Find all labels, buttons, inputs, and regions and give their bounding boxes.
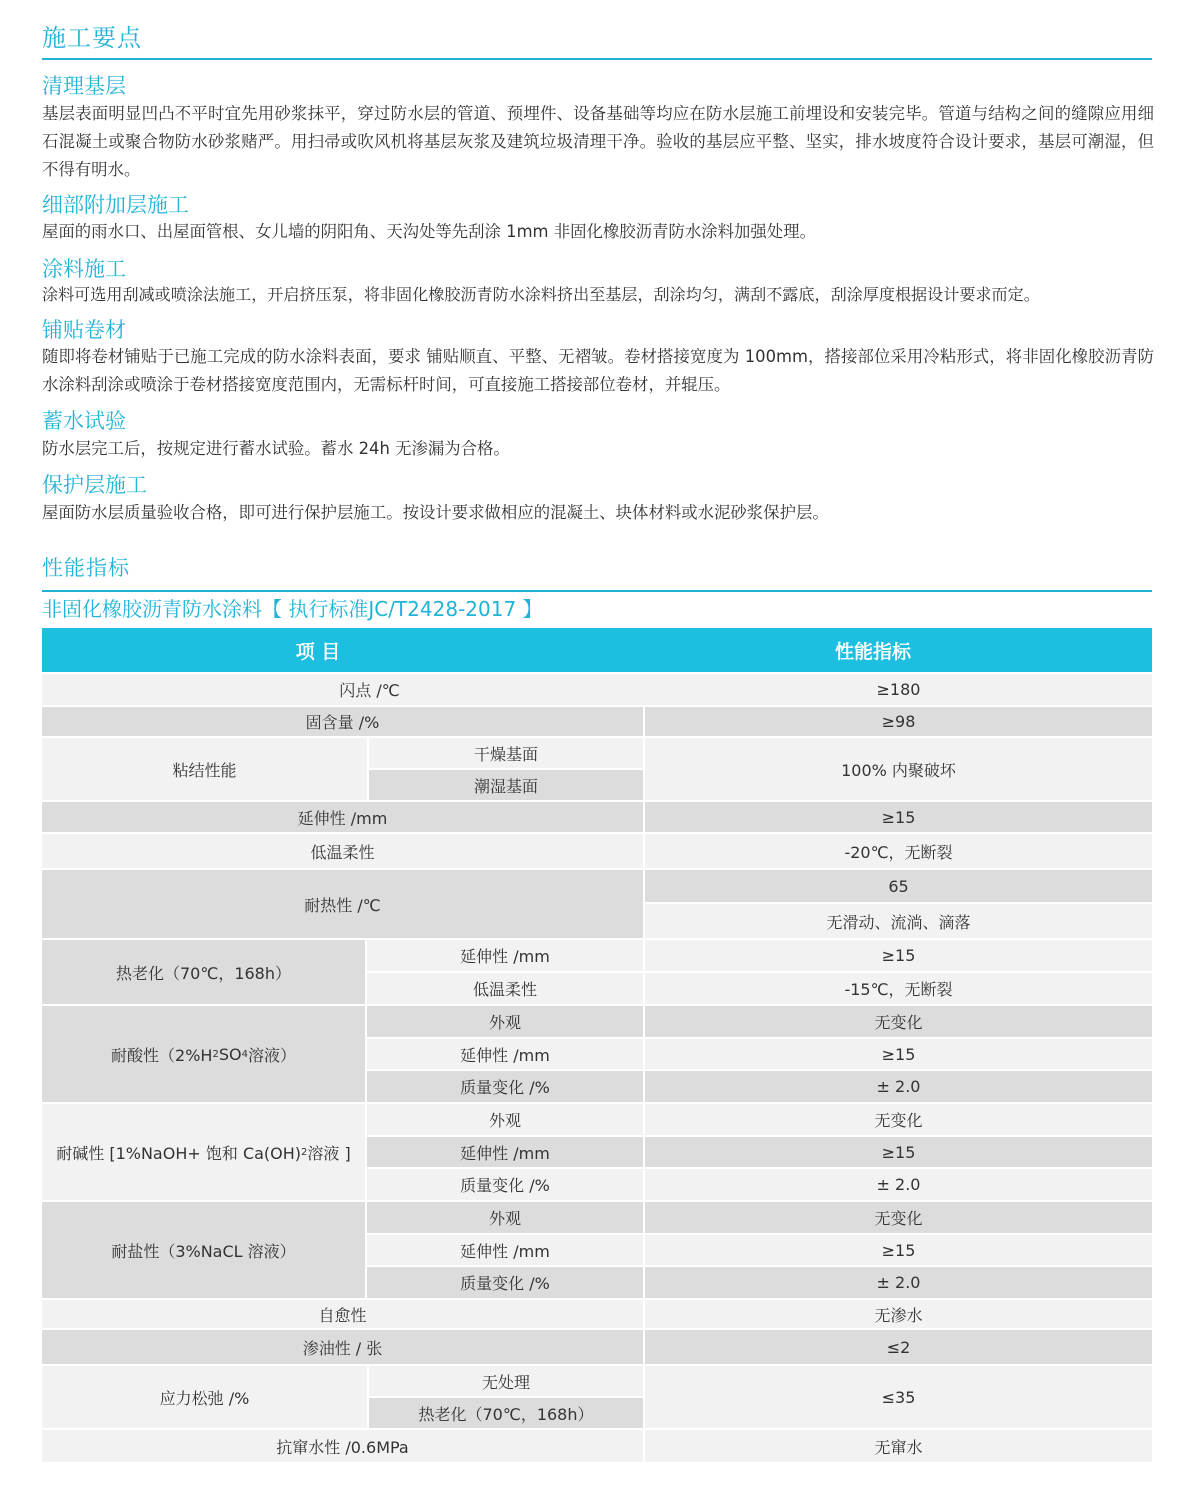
construction-title: 施工要点 bbox=[42, 18, 1152, 60]
row-value-low-temp: -20℃，无断裂 bbox=[645, 834, 1152, 870]
acid-label-pre: 耐酸性（2%H bbox=[111, 1045, 213, 1065]
row-value-alkali-mass: ± 2.0 bbox=[645, 1169, 1152, 1202]
row-label-oil-seep: 渗油性 / 张 bbox=[42, 1330, 645, 1366]
section-text-water-test: 防水层完工后，按规定进行蓄水试验。蓄水 24h 无渗漏为合格。 bbox=[42, 439, 510, 458]
row-label-acid bbox=[42, 1006, 367, 1104]
section-text-clean-base: 基层表面明显凹凸不平时宜先用砂浆抹平，穿过防水层的管道、预埋件、设备基础等均应在防水层施工前埋设和安装完毕。管道与结构之间的缝隙应用细石混凝土或聚合物防水砂浆赌严。用扫帚或吹风机将基层灰浆及建筑垃圾清理干净。验收的基层应平整、坚实，排水坡度符合设计要求，基层可潮湿，但不得有明水。 bbox=[42, 104, 1154, 179]
row-label-flash-point: 闪点 /℃ bbox=[42, 674, 697, 707]
row-sub-salt-mass: 质量变化 /% bbox=[367, 1267, 645, 1300]
row-sub-acid-appearance: 外观 bbox=[367, 1006, 645, 1039]
alkali-label-sub: 2 bbox=[301, 1146, 308, 1158]
row-label-heat-res: 耐热性 /℃ bbox=[42, 870, 645, 940]
section-heading-water-test: 蓄水试验 bbox=[42, 409, 126, 433]
row-value-acid-elong: ≥15 bbox=[645, 1039, 1152, 1071]
section-text-protection: 屋面防水层质量验收合格，即可进行保护层施工。按设计要求做相应的混凝土、块体材料或水泥砂浆保护层。 bbox=[42, 503, 829, 522]
row-sub-acid-elong: 延伸性 /mm bbox=[367, 1039, 645, 1071]
section-text-coating: 涂料可选用刮减或喷涂法施工，开启挤压泵，将非固化橡胶沥青防水涂料挤出至基层，刮涂均匀，满刮不露底，刮涂厚度根据设计要求而定。 bbox=[42, 285, 1040, 304]
row-value-salt-mass: ± 2.0 bbox=[645, 1267, 1152, 1300]
row-value-solid-content: ≥98 bbox=[645, 707, 1152, 738]
row-value-heat-res-result: 无滑动、流淌、滴落 bbox=[645, 904, 1152, 940]
row-value-self-heal: 无渗水 bbox=[645, 1300, 1152, 1330]
row-sub-heat-aging-elong: 延伸性 /mm bbox=[367, 940, 645, 973]
row-value-elongation: ≥15 bbox=[645, 802, 1152, 834]
row-value-heat-aging-elong: ≥15 bbox=[645, 940, 1152, 973]
section-heading-clean-base: 清理基层 bbox=[42, 74, 126, 98]
row-label-alkali bbox=[42, 1104, 367, 1202]
acid-label-mid: SO bbox=[218, 1044, 242, 1064]
row-label-salt: 耐盐性（3%NaCL 溶液） bbox=[42, 1202, 367, 1300]
row-value-salt-appearance: 无变化 bbox=[645, 1202, 1152, 1235]
row-value-bond: 100% 内聚破坏 bbox=[645, 738, 1152, 802]
row-label-self-heal: 自愈性 bbox=[42, 1300, 645, 1330]
row-sub-alkali-elong: 延伸性 /mm bbox=[367, 1137, 645, 1169]
row-label-heat-aging: 热老化（70℃，168h） bbox=[42, 940, 367, 1006]
row-sub-bond-wet: 潮湿基面 bbox=[369, 770, 645, 802]
row-sub-salt-elong: 延伸性 /mm bbox=[367, 1235, 645, 1267]
row-sub-alkali-mass: 质量变化 /% bbox=[367, 1169, 645, 1202]
row-label-stress: 应力松弛 /% bbox=[42, 1366, 369, 1430]
row-label-bond: 粘结性能 bbox=[42, 738, 369, 802]
acid-label-sub1: 2 bbox=[212, 1048, 219, 1060]
row-value-acid-appearance: 无变化 bbox=[645, 1006, 1152, 1039]
row-value-alkali-appearance: 无变化 bbox=[645, 1104, 1152, 1137]
row-value-salt-elong: ≥15 bbox=[645, 1235, 1152, 1267]
row-label-solid-content: 固含量 /% bbox=[42, 707, 645, 738]
section-heading-detail-layer: 细部附加层施工 bbox=[42, 193, 189, 217]
table-header-item: 项 目 bbox=[42, 628, 594, 672]
row-value-channeling: 无窜水 bbox=[645, 1430, 1152, 1462]
section-heading-coating: 涂料施工 bbox=[42, 257, 126, 281]
acid-label-sub2: 4 bbox=[241, 1048, 248, 1060]
alkali-label-post: 溶液 ] bbox=[307, 1143, 351, 1163]
row-value-oil-seep: ≤2 bbox=[645, 1330, 1152, 1366]
row-sub-stress-aged: 热老化（70℃，168h） bbox=[369, 1398, 645, 1430]
row-value-stress: ≤35 bbox=[645, 1366, 1152, 1430]
row-sub-salt-appearance: 外观 bbox=[367, 1202, 645, 1235]
row-label-low-temp: 低温柔性 bbox=[42, 834, 645, 870]
row-sub-heat-aging-lowtemp: 低温柔性 bbox=[367, 973, 645, 1006]
table-header-value: 性能指标 bbox=[594, 628, 1152, 672]
alkali-label-pre: 耐碱性 [1%NaOH+ 饱和 Ca(OH) bbox=[56, 1143, 302, 1163]
row-value-heat-res-temp: 65 bbox=[645, 870, 1152, 904]
row-value-alkali-elong: ≥15 bbox=[645, 1137, 1152, 1169]
row-value-flash-point: ≥180 bbox=[645, 674, 1152, 707]
standard-title: 非固化橡胶沥青防水涂料【 执行标准JC/T2428-2017 】 bbox=[42, 597, 543, 621]
performance-table bbox=[42, 628, 1152, 1462]
row-value-heat-aging-lowtemp: -15℃，无断裂 bbox=[645, 973, 1152, 1006]
acid-label-post: 溶液） bbox=[247, 1045, 296, 1065]
row-sub-bond-dry: 干燥基面 bbox=[369, 738, 645, 770]
section-heading-membrane: 铺贴卷材 bbox=[42, 318, 126, 342]
section-text-detail-layer: 屋面的雨水口、出屋面管根、女儿墙的阴阳角、天沟处等先刮涂 1mm 非固化橡胶沥青防水涂料加强处理。 bbox=[42, 222, 816, 241]
row-label-elongation: 延伸性 /mm bbox=[42, 802, 645, 834]
section-heading-protection: 保护层施工 bbox=[42, 473, 147, 497]
row-label-channeling: 抗窜水性 /0.6MPa bbox=[42, 1430, 645, 1462]
section-text-membrane: 随即将卷材铺贴于已施工完成的防水涂料表面，要求 铺贴顺直、平整、无褶皱。卷材搭接宽度为 100mm，搭接部位采用冷粘形式，将非固化橡胶沥青防水涂料刮涂或喷涂于卷材搭接宽度范围内，无需标杆时间，可直接施工搭接部位卷材，并辊压。 bbox=[42, 347, 1154, 394]
performance-title: 性能指标 bbox=[42, 552, 1152, 592]
row-sub-stress-none: 无处理 bbox=[369, 1366, 645, 1398]
row-sub-alkali-appearance: 外观 bbox=[367, 1104, 645, 1137]
row-sub-acid-mass: 质量变化 /% bbox=[367, 1071, 645, 1104]
row-value-acid-mass: ± 2.0 bbox=[645, 1071, 1152, 1104]
